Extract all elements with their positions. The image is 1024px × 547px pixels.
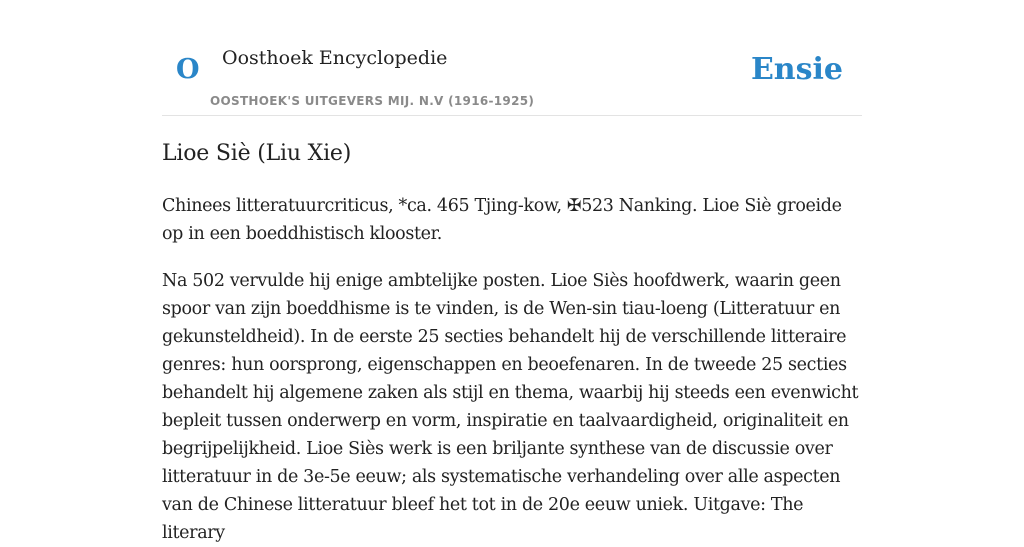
site-header: [162, 0, 862, 116]
publication-subtitle: OOSTHOEK'S UITGEVERS MIJ. N.V (1916-1925): [210, 94, 535, 108]
article-paragraph: Na 502 vervulde hij enige ambtelijke posten. Lioe Siès hoofdwerk, waarin geen spoor van zijn boeddhisme is te vinden, is de Wen-sin tiau-loeng (Litteratuur en gekunsteldheid). In de eerste 25 secties behandelt hij de verschillende litteraire genres: hun oorsprong, eigenschappen en beoefenaren. In de tweede 25 secties behandelt hij algemene zaken als stijl en thema, waarbij hij steeds een evenwicht bepleit tussen onderwerp en vorm, inspiratie en taalvaardigheid, originaliteit en begrijpelijkheid. Lioe Siès werk is een briljante synthese van de discussie over litteratuur in de 3e-5e eeuw; als systematische verhandeling over alle aspecten van de Chinese litteratuur bleef het tot in de 20e eeuw uniek. Uitgave: The literary: [162, 271, 859, 543]
article-paragraph: Chinees litteratuurcriticus, *ca. 465 Tjing-kow, ✠523 Nanking. Lioe Siè groeide op in een boeddhistisch klooster.: [162, 196, 842, 244]
publication-logo[interactable]: O: [176, 54, 200, 85]
ensie-brand-logo[interactable]: Ensie: [750, 52, 843, 87]
article: [162, 134, 862, 547]
publication-title[interactable]: Oosthoek Encyclopedie: [222, 47, 448, 69]
article-title: Lioe Siè (Liu Xie): [162, 141, 352, 166]
